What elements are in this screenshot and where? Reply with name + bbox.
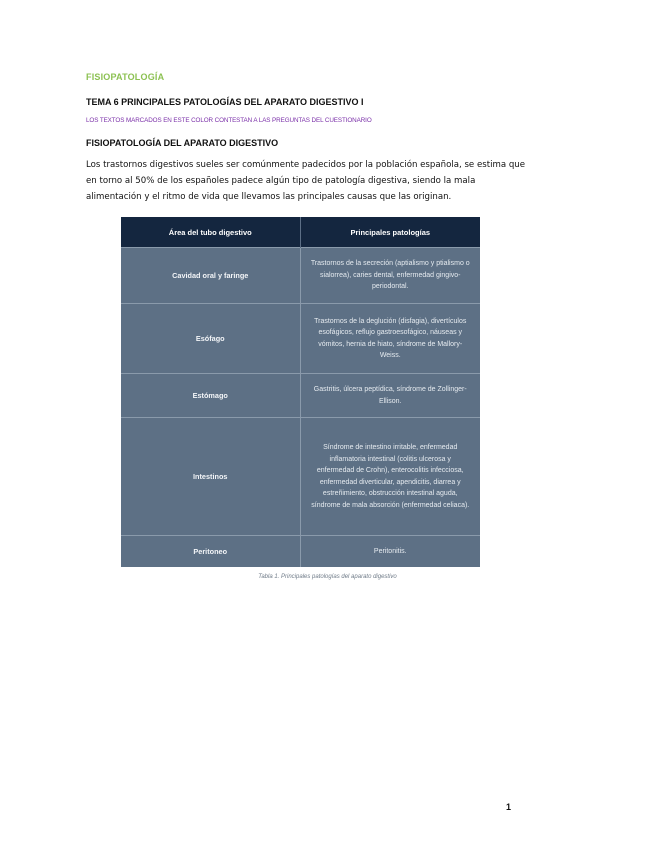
table-row [121, 248, 480, 304]
table-cell-pathologies: Síndrome de intestino irritable, enfermedad inflamatoria intestinal (colitis ulcerosa y enfermedad de Crohn), enterocolitis infecciosa, enfermedad diverticular, apendicitis, diarrea y estreñimiento, obstrucción intestinal aguda, síndrome de mala absorción (enfermedad celiaca). [300, 418, 480, 536]
table-row [121, 304, 480, 374]
subtitle: FISIOPATOLOGÍA DEL APARATO DIGESTIVO [86, 138, 279, 148]
table-row [121, 536, 480, 567]
table-cell-area: Intestinos [121, 418, 300, 536]
table-cell-pathologies: Trastornos de la secreción (aptialismo y ptialismo o sialorrea), caries dental, enfermedad gingivo-periodontal. [300, 248, 480, 304]
table-cell-pathologies: Peritonitis. [300, 536, 480, 567]
table-header-area: Área del tubo digestivo [121, 217, 300, 248]
intro-paragraph [86, 157, 526, 205]
table-cell-pathologies: Gastritis, úlcera peptídica, síndrome de Zollinger-Ellison. [300, 374, 480, 418]
pathology-table [121, 217, 480, 567]
table-cell-pathologies: Trastornos de la deglución (disfagia), divertículos esofágicos, reflujo gastroesofágico, náuseas y vómitos, hernia de hiato, síndrome de Mallory-Weiss. [300, 304, 480, 374]
section-label: FISIOPATOLOGÍA [86, 72, 165, 82]
table-cell-area: Cavidad oral y faringe [121, 248, 300, 304]
table-cell-area: Estómago [121, 374, 300, 418]
table-caption: Tabla 1. Principales patologías del aparato digestivo [258, 574, 397, 580]
pathology-table-container [121, 217, 480, 568]
table-header-pathologies: Principales patologías [300, 217, 480, 248]
intro-text: Los trastornos digestivos sueles ser comúnmente padecidos por la población española, se estima que en torno al 50% de los españoles padece algún tipo de patología digestiva, siendo la mala alimentación y el ritmo de vida que llevamos las principales causas que las originan. [86, 160, 526, 202]
table-cell-area: Peritoneo [121, 536, 300, 567]
table-cell-area: Esófago [121, 304, 300, 374]
page-number: 1 [506, 802, 512, 812]
table-header-row [121, 217, 480, 248]
table-row [121, 418, 480, 536]
highlight-note: LOS TEXTOS MARCADOS EN ESTE COLOR CONTESTAN A LAS PREGUNTAS DEL CUESTIONARIO [86, 117, 372, 124]
table-row [121, 374, 480, 418]
topic-title: TEMA 6 PRINCIPALES PATOLOGÍAS DEL APARATO DIGESTIVO I [86, 97, 364, 107]
